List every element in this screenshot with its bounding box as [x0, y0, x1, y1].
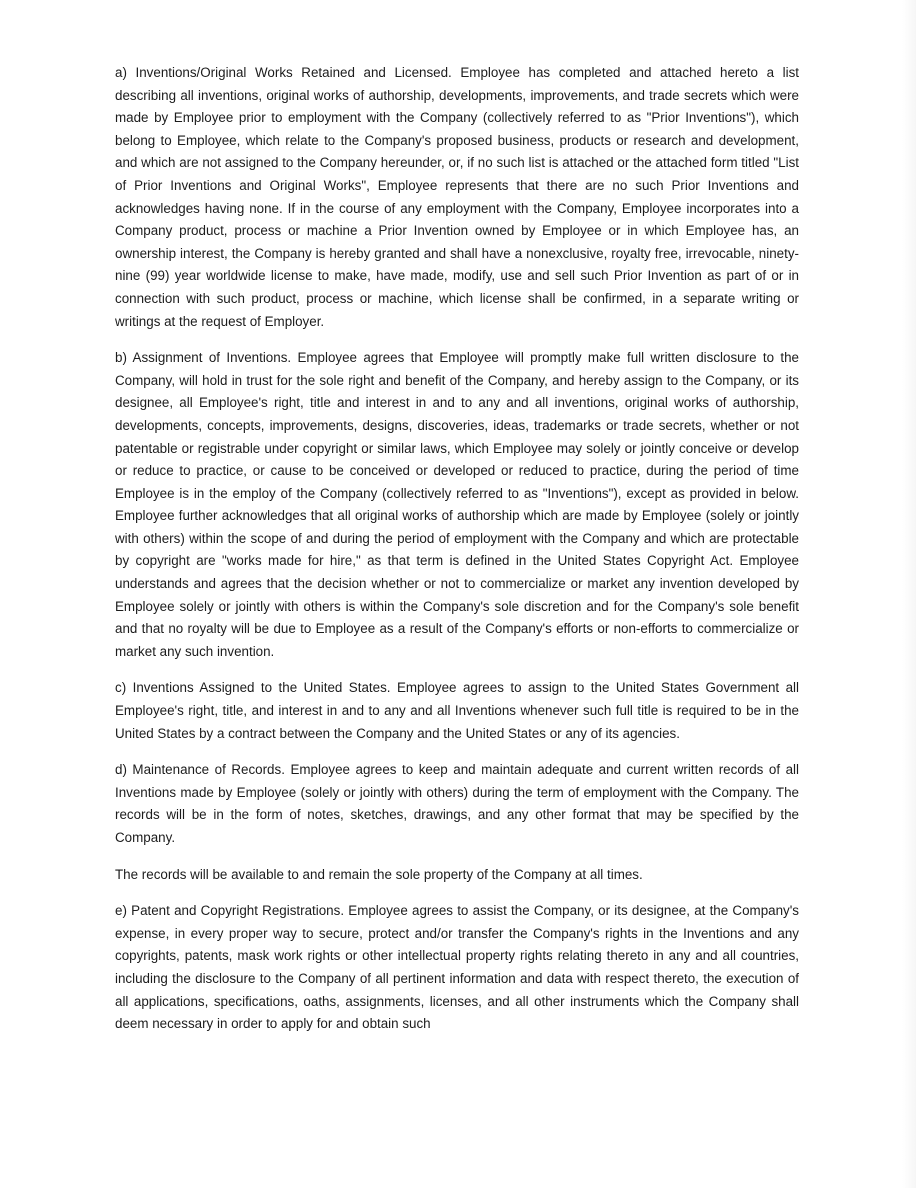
scan-edge-shadow [902, 0, 916, 1188]
paragraph-b-assignment-of-inventions: b) Assignment of Inventions. Employee agrees that Employee will promptly make full written disclosure to the Company, will hold in trust for the sole right and benefit of the Company, and hereby assign to the Company, or its designee, all Employee's right, title and interest in and to any and all inventions, original works of authorship, developments, concepts, improvements, designs, discoveries, ideas, trademarks or trade secrets, whether or not patentable or registrable under copyright or similar laws, which Employee may solely or jointly conceive or develop or reduce to practice, or cause to be conceived or developed or reduced to practice, during the period of time Employee is in the employ of the Company (collectively referred to as "Inventions"), except as provided in below. Employee further acknowledges that all original works of authorship which are made by Employee (solely or jointly with others) within the scope of and during the period of employment with the Company and which are protectable by copyright are "works made for hire," as that term is defined in the United States Copyright Act. Employee understands and agrees that the decision whether or not to commercialize or market any invention developed by Employee solely or jointly with others is within the Company's sole discretion and for the Company's sole benefit and that no royalty will be due to Employee as a result of the Company's efforts or non-efforts to commercialize or market any such invention. [115, 350, 799, 659]
paragraph-a-inventions-retained: a) Inventions/Original Works Retained and Licensed. Employee has completed and attached hereto a list describing all inventions, original works of authorship, developments, improvements, and trade secrets which were made by Employee prior to employment with the Company (collectively referred to as "Prior Inventions"), which belong to Employee, which relate to the Company's proposed business, products or research and development, and which are not assigned to the Company hereunder, or, if no such list is attached or the attached form titled "List of Prior Inventions and Original Works", Employee represents that there are no such Prior Inventions and acknowledges having none. If in the course of any employment with the Company, Employee incorporates into a Company product, process or machine a Prior Invention owned by Employee or in which Employee has, an ownership interest, the Company is hereby granted and shall have a nonexclusive, royalty free, irrevocable, ninety-nine (99) year worldwide license to make, have made, modify, use and sell such Prior Invention as part of or in connection with such product, process or machine, which license shall be confirmed, in a separate writing or writings at the request of Employer. [115, 65, 799, 329]
paragraph-d-records-property: The records will be available to and remain the sole property of the Company at all times. [115, 866, 643, 882]
document-page [115, 62, 799, 1050]
paragraph-c-inventions-assigned-us: c) Inventions Assigned to the United States. Employee agrees to assign to the United States Government all Employee's right, title, and interest in and to any and all Inventions whenever such full title is required to be in the United States by a contract between the Company and the United States or any of its agencies. [115, 680, 799, 741]
paragraph-e-patent-copyright-registrations: e) Patent and Copyright Registrations. Employee agrees to assist the Company, or its designee, at the Company's expense, in every proper way to secure, protect and/or transfer the Company's rights in the Inventions and any copyrights, patents, mask work rights or other intellectual property rights relating thereto in any and all countries, including the disclosure to the Company of all pertinent information and data with respect thereto, the execution of all applications, specifications, oaths, assignments, licenses, and all other instruments which the Company shall deem necessary in order to apply for and obtain such [115, 903, 799, 1032]
paragraph-d-maintenance-of-records: d) Maintenance of Records. Employee agrees to keep and maintain adequate and current written records of all Inventions made by Employee (solely or jointly with others) during the term of employment with the Company. The records will be in the form of notes, sketches, drawings, and any other format that may be specified by the Company. [115, 762, 799, 845]
